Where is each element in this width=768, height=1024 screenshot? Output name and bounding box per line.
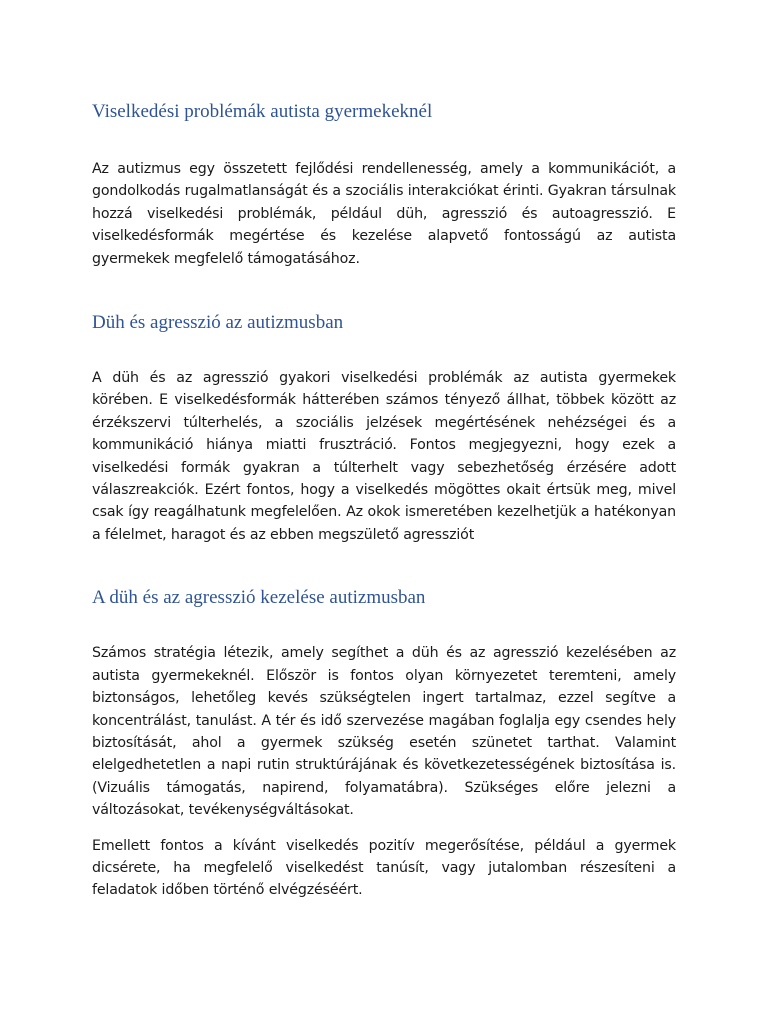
- paragraph-2: A düh és az agresszió gyakori viselkedési problémák az autista gyermekek körében. E viselkedésformák hátterében számos tényező állhat, többek között az érzékszervi túlterhelés, a szociális jelzések megértésének nehézségei és a kommunikáció hiánya miatti frusztráció. Fontos megjegyezni, hogy ezek a viselkedési formák gyakran a túlterhelt vagy sebezhetőség érzésére adott válaszreakciók. Ezért fontos, hogy a viselkedés mögöttes okait értsük meg, mivel csak így reagálhatunk megfelelően. Az okok ismeretében kezelhetjük a hatékonyan a félelmet, haragot és az ebben megszülető agressziót: [92, 370, 676, 543]
- section-heading-1: Viselkedési problémák autista gyermekeknél: [92, 101, 433, 122]
- section-heading-2: Düh és agresszió az autizmusban: [92, 312, 344, 334]
- paragraph-1: Az autizmus egy összetett fejlődési rendellenesség, amely a kommunikációt, a gondolkodás rugalmatlanságát és a szociális interakciókat érinti. Gyakran társulnak hozzá viselkedési problémák, például düh, agresszió és autoagresszió. E viselkedésformák megértése és kezelése alapvető fontosságú az autista gyermekek megfelelő támogatásához.: [92, 161, 676, 267]
- document-body: [92, 96, 676, 902]
- paragraph-3: Számos stratégia létezik, amely segíthet a düh és az agresszió kezelésében az autista gyermekeknél. Először is fontos olyan környezetet teremteni, amely biztonságos, lehetőleg kevés szükségtelen ingert tartalmaz, ezzel segítve a koncentrálást, tanulást. A tér és idő szervezése magában foglalja egy csendes hely biztosítását, ahol a gyermek szükség esetén szünetet tarthat. Valamint elelgedhetetlen a napi rutin struktúrájának és következetességének biztosítása is. (Vizuális támogatás, napirend, folyamatábra). Szükséges előre jelezni a változásokat, tevékenységváltásokat.: [92, 645, 676, 819]
- section-heading-3: A düh és az agresszió kezelése autizmusban: [92, 587, 426, 609]
- paragraph-4: Emellett fontos a kívánt viselkedés pozitív megerősítése, például a gyermek dicsérete, ha megfelelő viselkedést tanúsít, vagy jutalomban részesíteni a feladatok időben történő elvégzéséért.: [92, 837, 676, 899]
